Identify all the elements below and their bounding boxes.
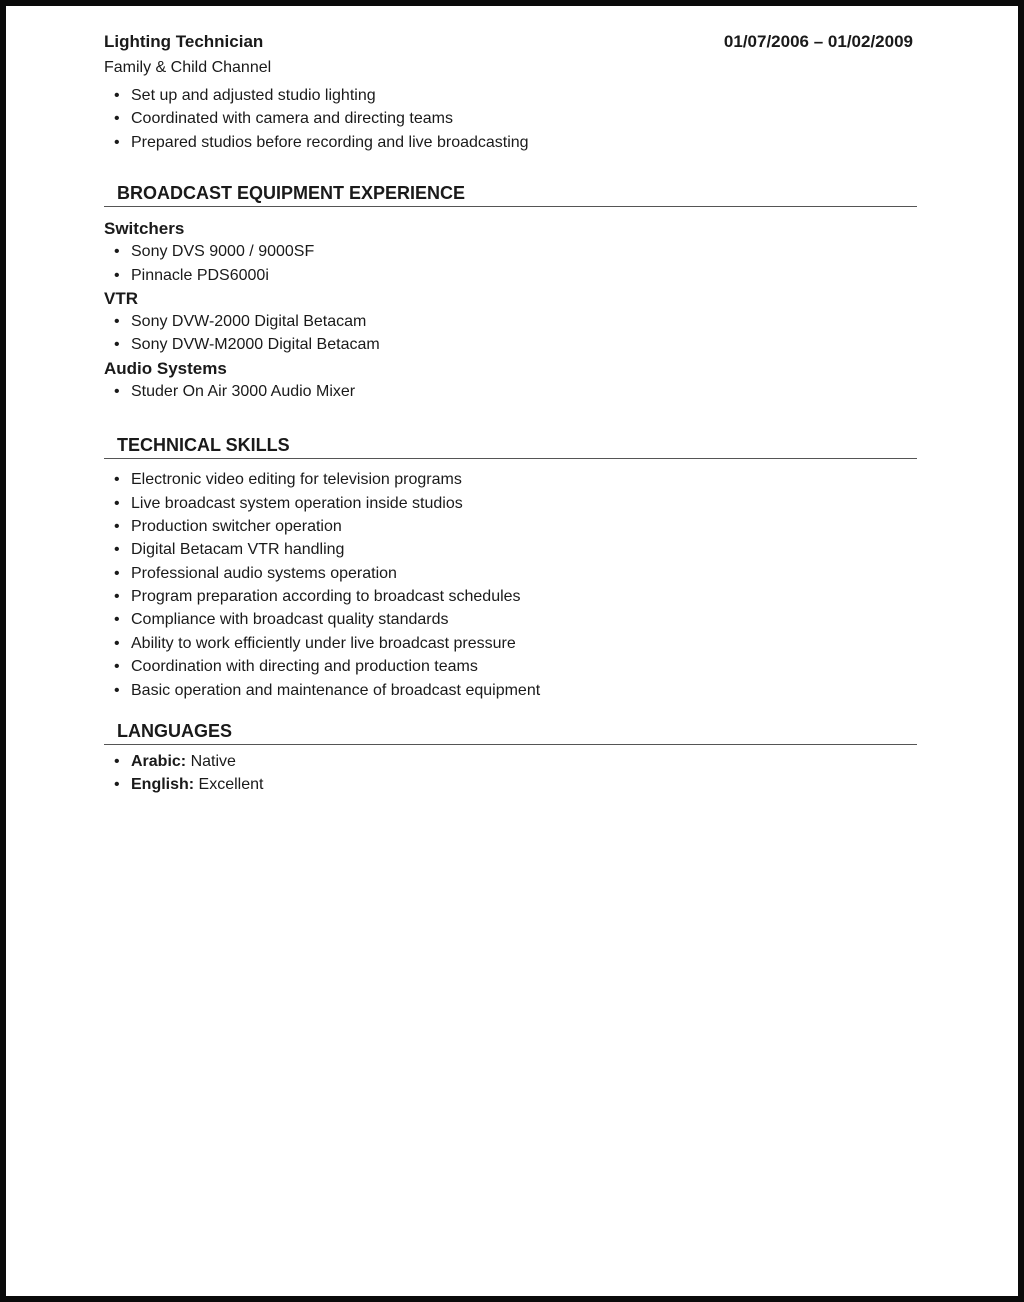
subheading-vtr: VTR (104, 288, 138, 308)
list-item: • Digital Betacam VTR handling (104, 538, 918, 561)
switchers-list (104, 240, 918, 287)
job-dates: 01/07/2006 – 01/02/2009 (723, 32, 913, 51)
job-header (104, 6, 918, 54)
list-item: • Coordinated with camera and directing teams (104, 107, 918, 130)
list-item: • Live broadcast system operation inside studios (104, 492, 918, 515)
list-item: • Pinnacle PDS6000i (104, 264, 918, 287)
language-name: English: (131, 776, 195, 794)
list-item: • Professional audio systems operation (104, 562, 918, 585)
subheading-audio-systems: Audio Systems (104, 358, 227, 378)
job-title: Lighting Technician (104, 32, 264, 51)
language-name: Arabic: (131, 753, 187, 771)
list-item: • Ability to work efficiently under live broadcast pressure (104, 632, 918, 655)
language-item-arabic (104, 750, 918, 773)
list-item: • Sony DVS 9000 / 9000SF (104, 240, 918, 263)
job-company: Family & Child Channel (104, 59, 272, 76)
resume-page (6, 6, 1018, 1296)
list-item: • Compliance with broadcast quality standards (104, 608, 918, 631)
language-level: Excellent (194, 776, 264, 794)
list-item: • Studer On Air 3000 Audio Mixer (104, 380, 918, 403)
technical-skills-list (104, 468, 918, 702)
section-heading-languages: LANGUAGES (104, 719, 917, 745)
subheading-switchers: Switchers (104, 219, 185, 239)
audio-systems-list (104, 380, 918, 403)
job-duties-list (104, 84, 918, 154)
list-item: • Sony DVW-M2000 Digital Betacam (104, 333, 918, 356)
list-item: • Program preparation according to broadcast schedules (104, 585, 918, 608)
list-item: • Production switcher operation (104, 515, 918, 538)
language-level: Native (186, 753, 236, 771)
vtr-list (104, 310, 918, 357)
language-item-english (104, 773, 918, 796)
section-heading-technical-skills: TECHNICAL SKILLS (104, 433, 917, 459)
list-item: • Coordination with directing and production teams (104, 655, 918, 678)
list-item: • Set up and adjusted studio lighting (104, 84, 918, 107)
languages-list (104, 750, 918, 797)
list-item: • Basic operation and maintenance of broadcast equipment (104, 679, 918, 702)
section-heading-equipment: BROADCAST EQUIPMENT EXPERIENCE (104, 181, 917, 207)
list-item: • Sony DVW-2000 Digital Betacam (104, 310, 918, 333)
list-item: • Electronic video editing for television programs (104, 468, 918, 491)
list-item: • Prepared studios before recording and live broadcasting (104, 131, 918, 154)
resume-content (104, 6, 918, 797)
